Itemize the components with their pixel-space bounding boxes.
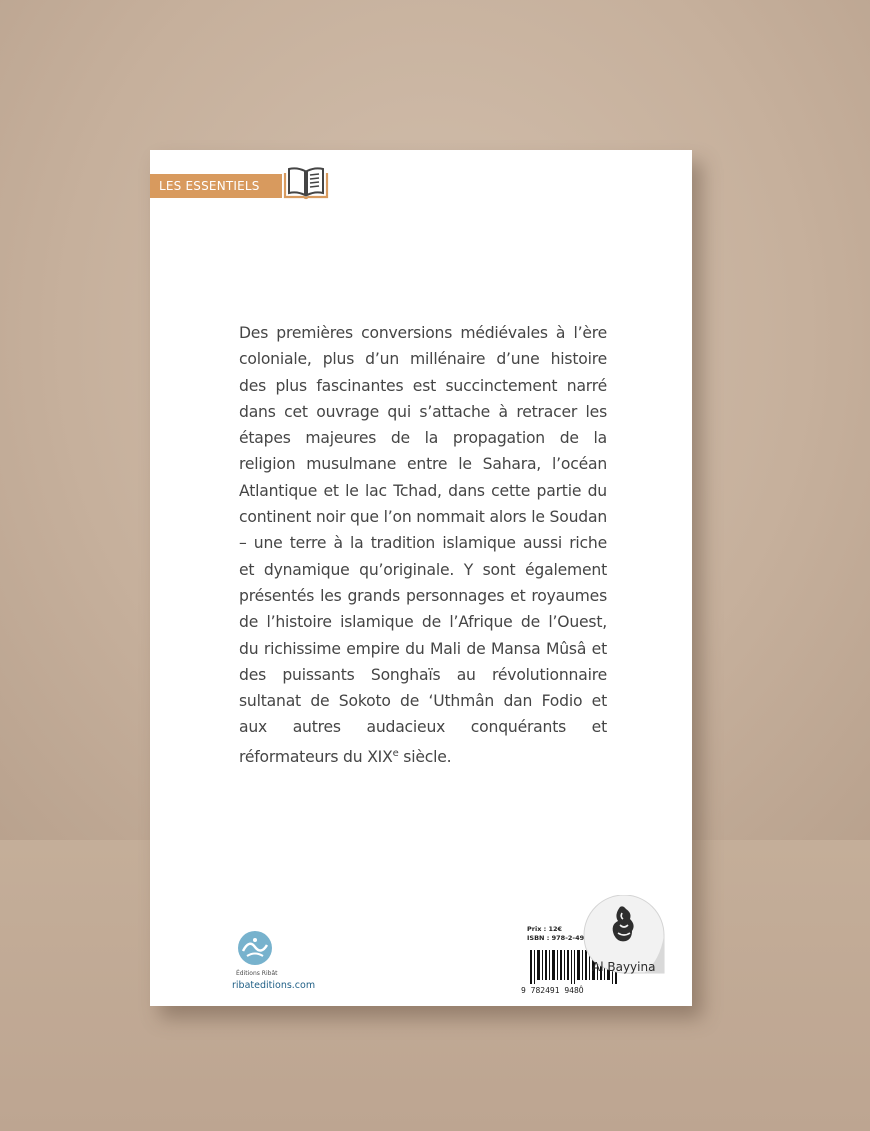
blurb-end: siècle. xyxy=(398,747,452,766)
publisher-logo xyxy=(233,929,277,967)
book-back-cover xyxy=(150,150,692,1006)
publisher-url: ribateditions.com xyxy=(232,980,316,991)
sticker-label: Al Bayyina xyxy=(592,960,656,974)
blurb-text xyxy=(239,320,607,770)
series-band xyxy=(150,174,282,198)
open-book-icon xyxy=(282,163,330,203)
barcode-digits: 9 782491 948Ô xyxy=(521,986,584,995)
price-label: Prix : 12€ xyxy=(527,925,563,933)
blurb-superscript: e xyxy=(392,747,399,759)
series-label: LES ESSENTIELS xyxy=(159,179,260,193)
isbn-label: ISBN : 978-2-49 xyxy=(527,934,585,942)
publisher-name: Éditions Ribât xyxy=(236,970,278,977)
blurb-main: Des premières conversions médiévales à l’ère coloniale, plus d’un millénaire d’une histoire des plus fascinantes est succinctement narré dans cet ouvrage qui s’attache à retracer les étapes majeures de la propagation de la religion musulmane entre le Sahara, l’océan Atlantique et le lac Tchad, dans cette partie du continent noir que l’on nommait alors le Soudan – une terre à la tradition islamique aussi riche et dynamique qu’originale. Y sont également présentés les grands personnages et royaumes de l’histoire islamique de l’Afrique de l’Ouest, du richissime empire du Mali de Mansa Mûsâ et des puissants Songhaïs au révolutionnaire sultanat de Sokoto de ‘Uthmân dan Fodio et aux autres audacieux conquérants et réformateurs du XIX xyxy=(239,324,607,766)
